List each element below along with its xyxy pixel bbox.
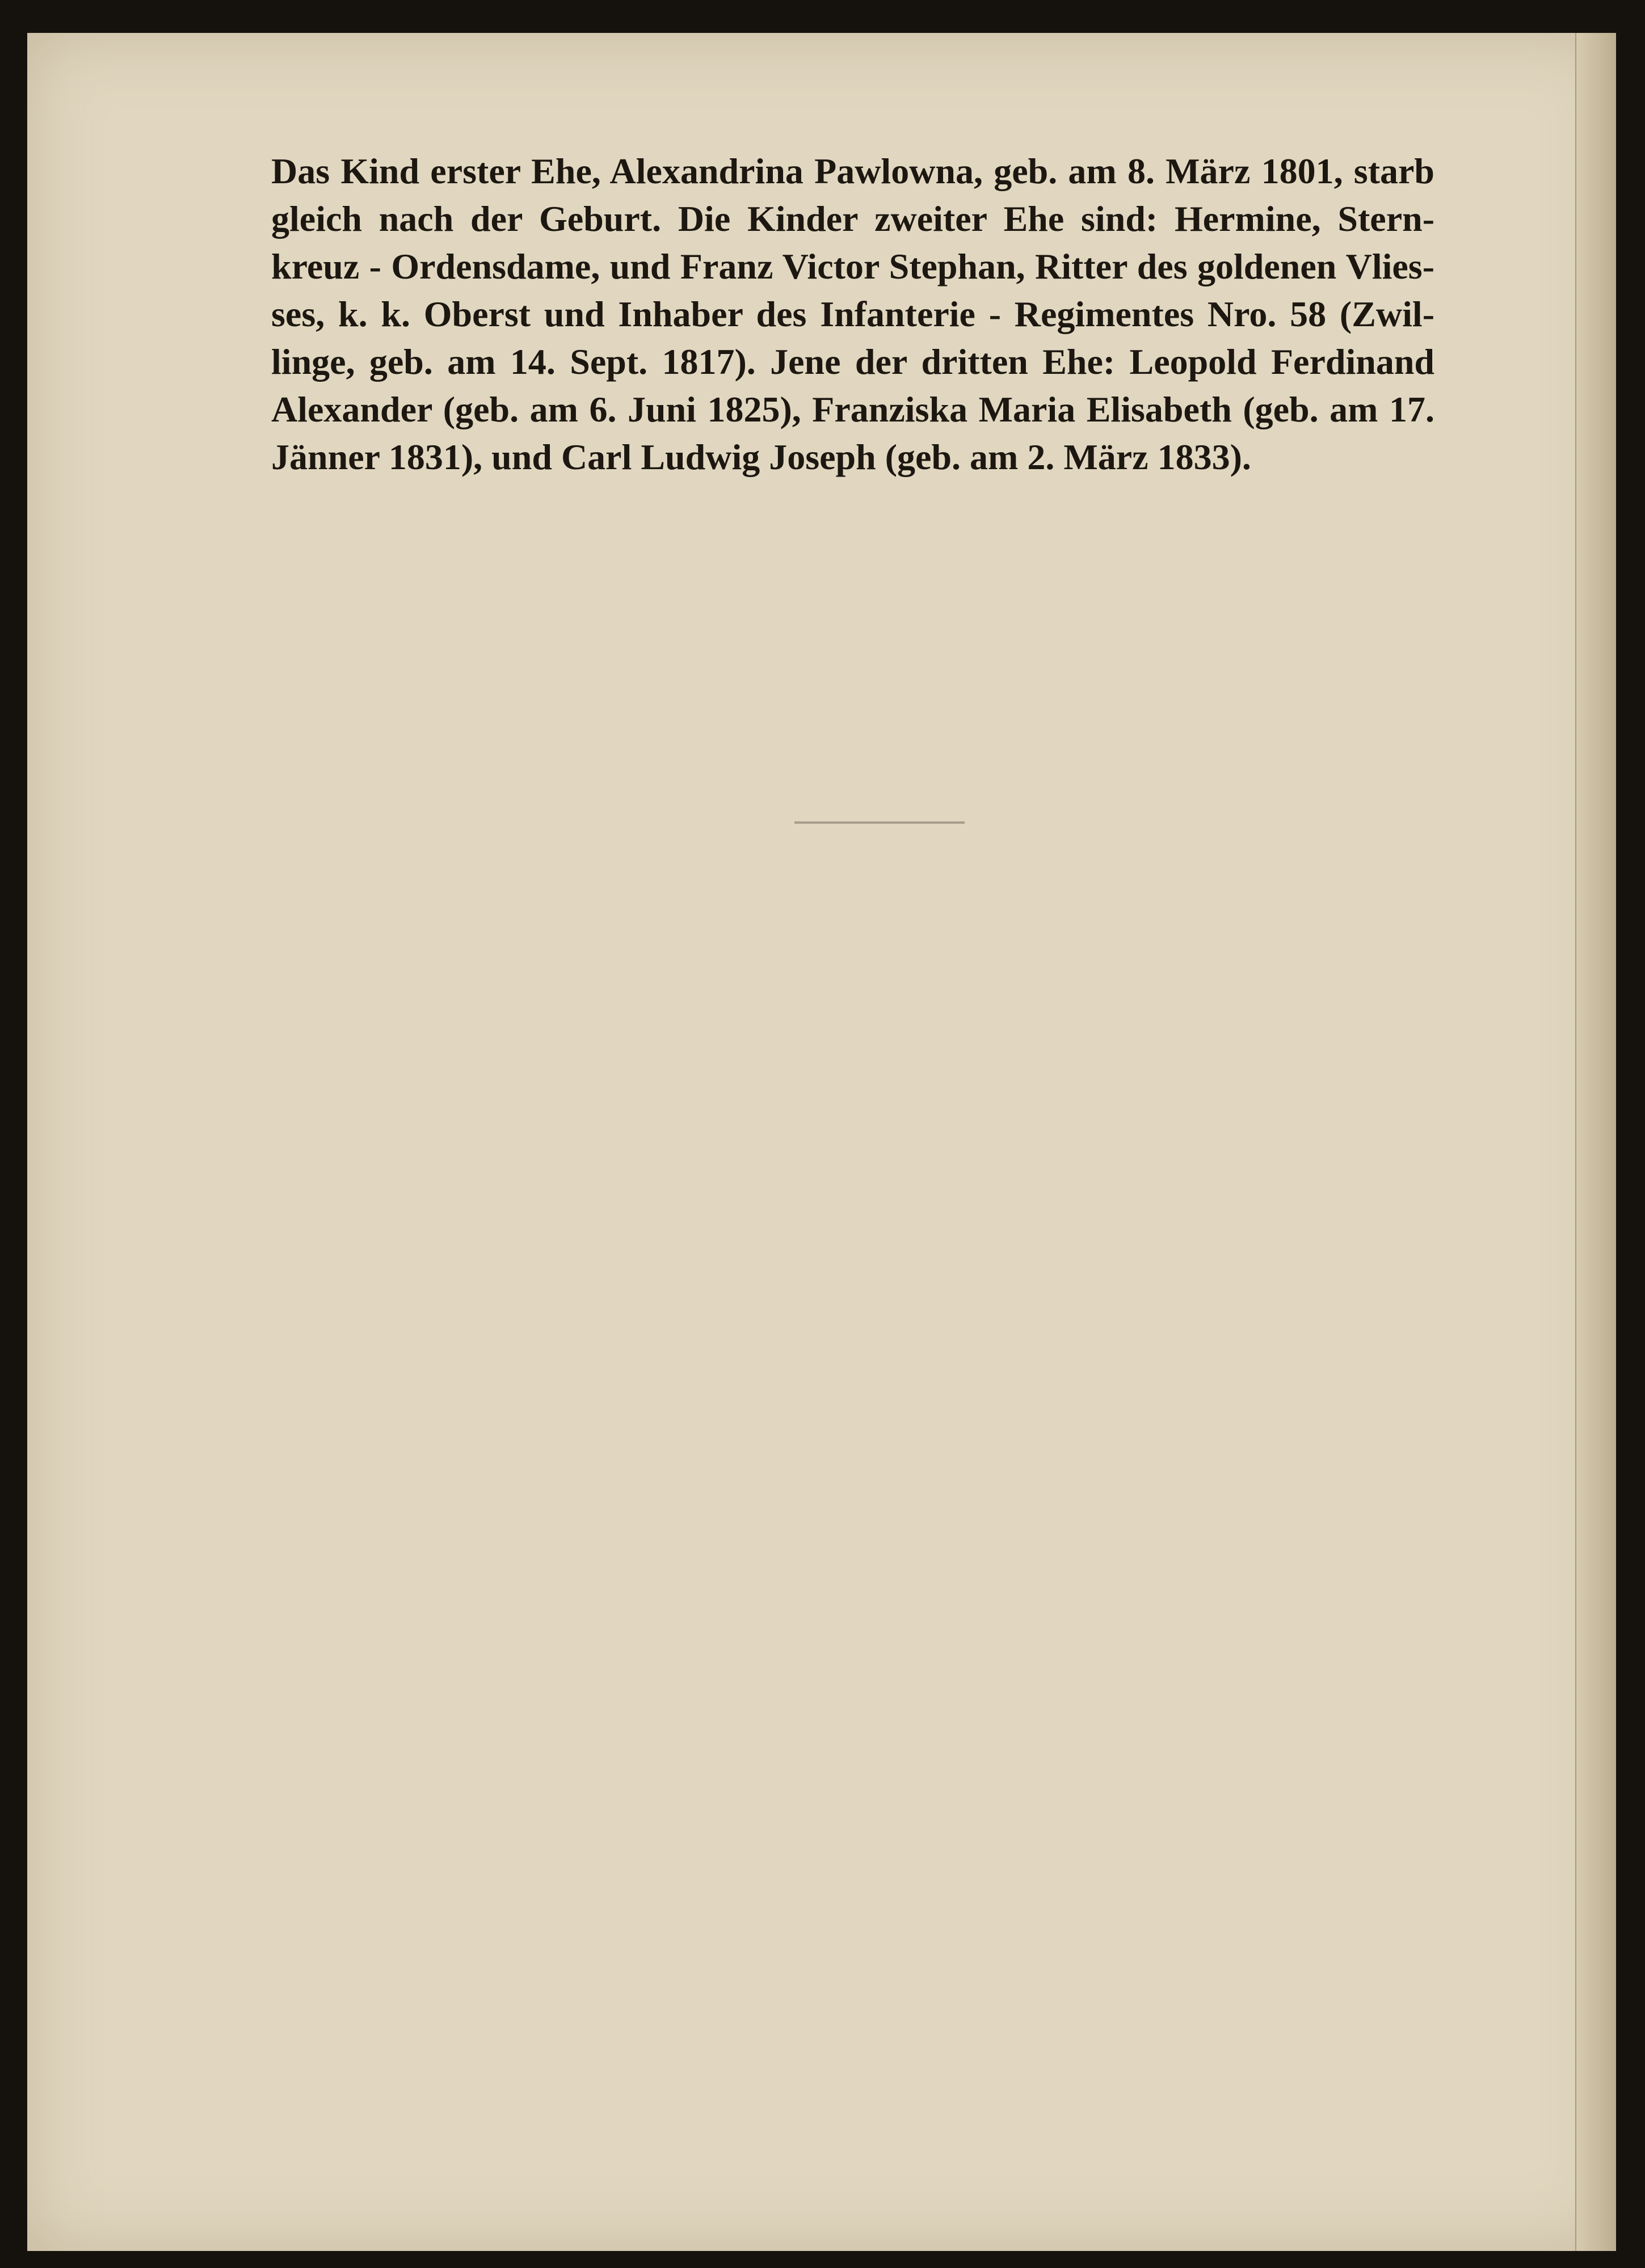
paragraph-line: gleich nach der Geburt. Die Kinder zweiter Ehe sind: Hermine, Stern-: [271, 199, 1434, 239]
paragraph-line: linge, geb. am 14. Sept. 1817). Jene der dritten Ehe: Leopold Ferdinand: [271, 342, 1434, 382]
paragraph-line: Jänner 1831), und Carl Ludwig Joseph (geb. am 2. März 1833).: [271, 437, 1251, 477]
page-spine: [1575, 33, 1616, 2251]
paragraph-line: kreuz - Ordensdame, und Franz Victor Stephan, Ritter des goldenen Vlies-: [271, 246, 1434, 286]
bleed-through-rule: [794, 821, 965, 824]
paragraph-line: Das Kind erster Ehe, Alexandrina Pawlowna, geb. am 8. März 1801, starb: [271, 151, 1434, 191]
paragraph-line: Alexander (geb. am 6. Juni 1825), Franziska Maria Elisabeth (geb. am 17.: [271, 389, 1434, 429]
main-paragraph: [271, 147, 1434, 481]
paragraph-line: ses, k. k. Oberst und Inhaber des Infanterie - Regimentes Nro. 58 (Zwil-: [271, 294, 1434, 334]
